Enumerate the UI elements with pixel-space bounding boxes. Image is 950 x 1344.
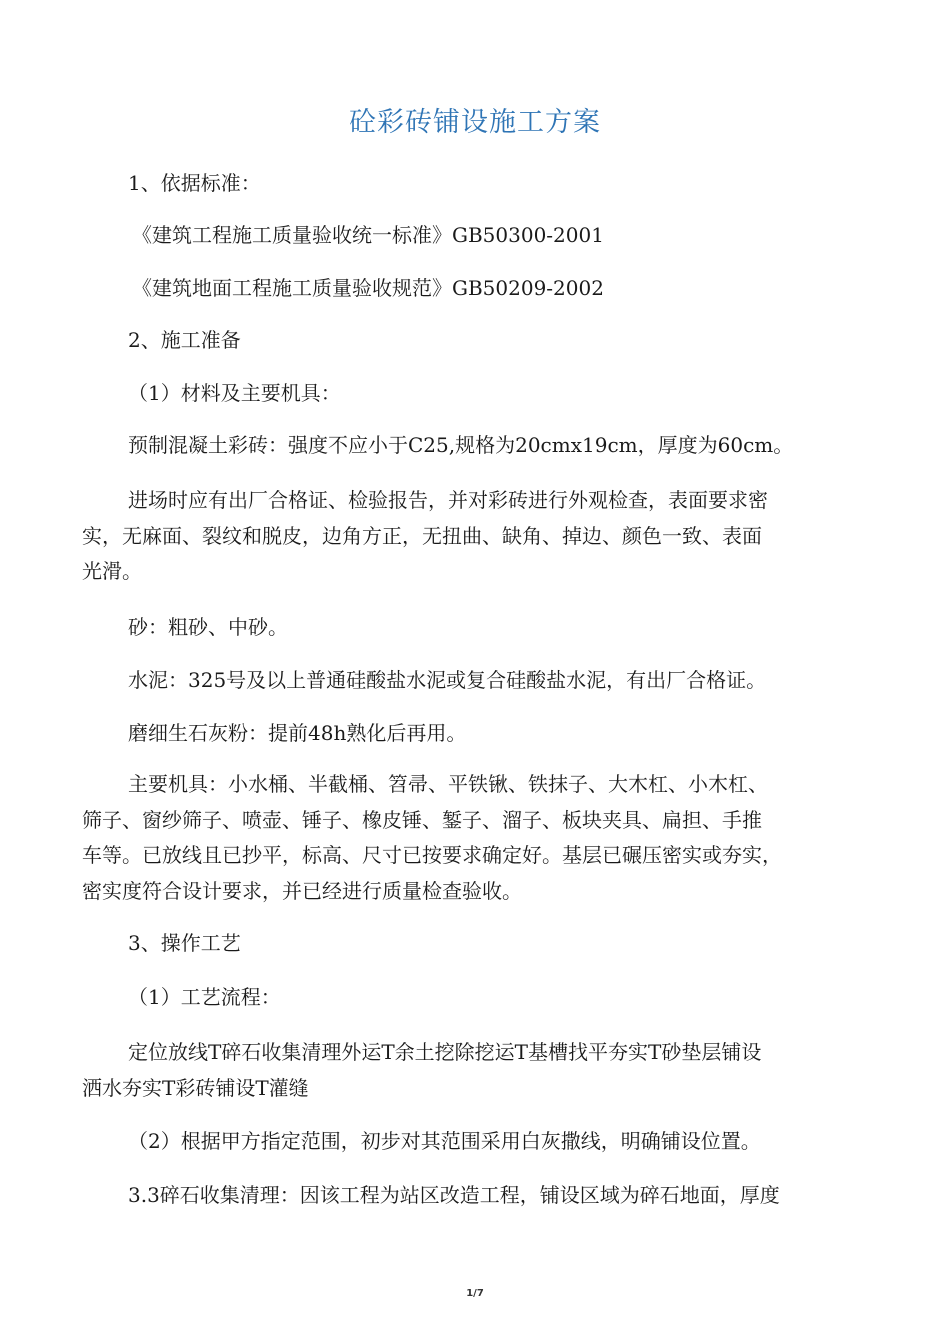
text-line: 光滑。: [82, 559, 142, 583]
page-number: 1/7: [466, 1288, 484, 1299]
section-3-heading: 3、操作工艺: [128, 931, 241, 955]
section-1-heading: 1、依据标准：: [128, 171, 261, 195]
text-line: 筛子、窗纱筛子、喷壶、锤子、橡皮锤、錾子、溜子、板块夹具、扁担、手推: [82, 807, 762, 832]
paragraph-layout-marking: （2）根据甲方指定范围，初步对其范围采用白灰撒线，明确铺设位置。: [128, 1129, 761, 1153]
paragraph-brick-spec: 预制混凝土彩砖：强度不应小于C25,规格为20cmx19cm，厚度为60cm。: [128, 433, 794, 457]
text-line: 密实度符合设计要求，并已经进行质量检查验收。: [82, 878, 522, 903]
text-line: 实，无麻面、裂纹和脱皮，边角方正，无扭曲、缺角、掉边、颜色一致、表面: [82, 523, 762, 548]
subsection-process-flow-heading: （1）工艺流程：: [128, 985, 281, 1009]
text-line: 进场时应有出厂合格证、检验报告，并对彩砖进行外观检查，表面要求密: [128, 488, 768, 512]
subsection-materials-heading: （1）材料及主要机具：: [128, 381, 341, 405]
paragraph-sand: 砂：粗砂、中砂。: [128, 615, 288, 639]
paragraph-cement: 水泥：325号及以上普通硅酸盐水泥或复合硅酸盐水泥，有出厂合格证。: [128, 668, 767, 692]
text-line: 主要机具：小水桶、半截桶、笤帚、平铁锹、铁抹子、大木杠、小木杠、: [128, 772, 768, 796]
paragraph-gravel-cleanup: 3.3碎石收集清理：因该工程为站区改造工程，铺设区域为碎石地面，厚度: [128, 1183, 780, 1207]
standard-item-2: 《建筑地面工程施工质量验收规范》GB50209-2002: [132, 276, 604, 300]
paragraph-entry-inspection: [82, 483, 872, 590]
paragraph-process-flow: [82, 1035, 872, 1106]
paragraph-lime: 磨细生石灰粉：提前48h熟化后再用。: [128, 721, 467, 745]
section-2-heading: 2、施工准备: [128, 328, 241, 352]
paragraph-main-tools: [82, 767, 872, 909]
standard-item-1: 《建筑工程施工质量验收统一标准》GB50300-2001: [132, 223, 604, 247]
document-title: 砼彩砖铺设施工方案: [349, 107, 601, 138]
text-line: 车等。已放线且已抄平，标高、尺寸已按要求确定好。基层已碾压密实或夯实，: [82, 843, 782, 867]
text-line: 洒水夯实T彩砖铺设T灌缝: [82, 1075, 309, 1100]
text-line: 定位放线T碎石收集清理外运T余土挖除挖运T基槽找平夯实T砂垫层铺设: [128, 1040, 762, 1064]
